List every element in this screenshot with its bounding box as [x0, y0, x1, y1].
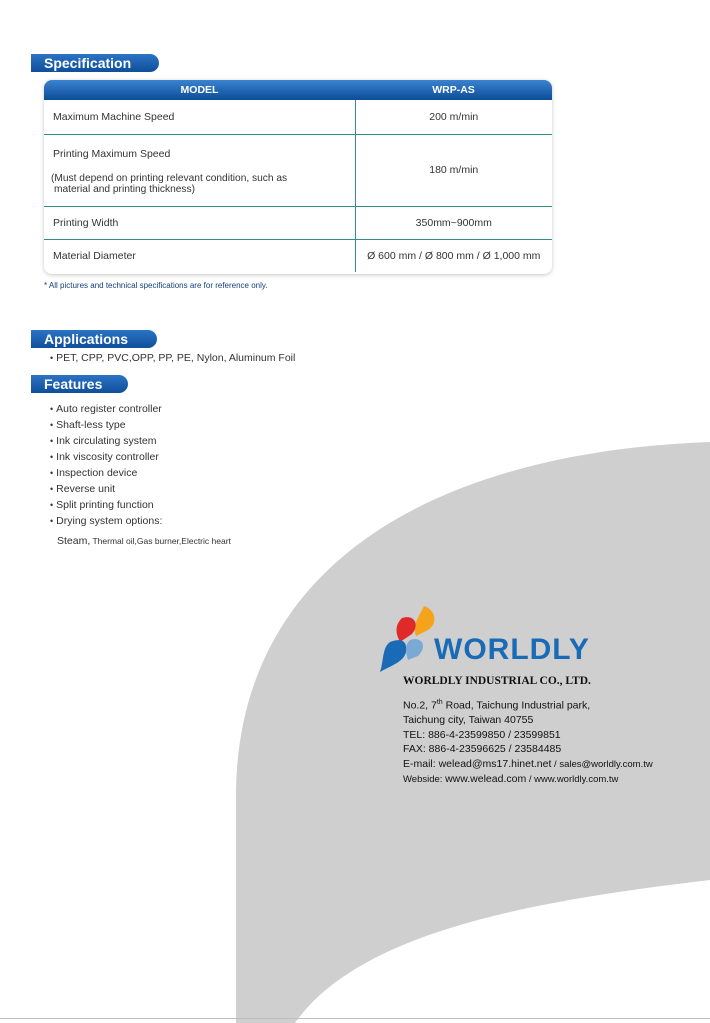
- model-value-header: WRP-AS: [355, 80, 552, 100]
- logo-blue-swirl: [380, 640, 406, 672]
- list-item: • Drying system options:: [50, 514, 162, 530]
- website-alt-link[interactable]: www.worldly.com.tw: [534, 774, 619, 785]
- list-item: • Reverse unit: [50, 482, 162, 498]
- row-note-line2: material and printing thickness): [54, 183, 195, 195]
- company-contact: [403, 696, 653, 788]
- row-value: Ø 600 mm / Ø 800 mm / Ø 1,000 mm: [355, 239, 552, 272]
- address-part: No.2, 7: [403, 699, 437, 712]
- applications-heading: Applications: [31, 330, 157, 348]
- address-line: [403, 696, 653, 713]
- row-value: 350mm~900mm: [355, 206, 552, 239]
- applications-list: [50, 352, 295, 364]
- city-line: Taichung city, Taiwan 40755: [403, 714, 534, 726]
- list-item: • Split printing function: [50, 498, 162, 514]
- row-value: 180 m/min: [355, 134, 552, 206]
- fax-line: FAX: 886-4-23596625 / 23584485: [403, 743, 562, 755]
- table-row: [44, 239, 552, 272]
- email-separator: /: [551, 758, 560, 770]
- row-label: Material Diameter: [44, 239, 355, 272]
- row-label: Maximum Machine Speed: [53, 110, 175, 123]
- features-list: [50, 402, 162, 530]
- address-part: Road, Taichung Industrial park,: [442, 699, 591, 712]
- logo-red-swirl: [397, 617, 416, 642]
- list-item: • Auto register controller: [50, 402, 162, 418]
- table-header-row: [44, 80, 552, 100]
- email-line: [403, 757, 653, 773]
- bullet-icon: •: [50, 353, 54, 363]
- row-label-text: Printing Maximum Speed: [53, 147, 171, 160]
- drying-option-rest: Thermal oil,Gas burner,Electric heart: [90, 536, 231, 546]
- list-item: • Ink viscosity controller: [50, 450, 162, 466]
- row-label: [44, 134, 355, 206]
- features-heading: Features: [31, 375, 128, 393]
- table-row: [44, 134, 552, 206]
- reference-footnote: * All pictures and technical specifications are for reference only.: [44, 281, 268, 290]
- logo-wordmark: WORLDLY: [434, 633, 590, 666]
- website-link[interactable]: www.welead.com: [445, 773, 527, 785]
- table-row: [44, 100, 552, 134]
- row-value: 200 m/min: [355, 100, 552, 134]
- website-label: Webside:: [403, 774, 446, 785]
- email-label: E-mail:: [403, 757, 439, 770]
- row-note-line1: (Must depend on printing relevant condition, such as: [51, 172, 288, 184]
- email-alt-link[interactable]: sales@worldly.com.tw: [559, 758, 653, 770]
- table-row: [44, 206, 552, 239]
- page-bottom-rule: [0, 1018, 710, 1019]
- applications-text: PET, CPP, PVC,OPP, PP, PE, Nylon, Aluminum Foil: [56, 352, 296, 364]
- drying-options: [57, 531, 231, 549]
- logo-orange-swirl: [415, 606, 435, 636]
- email-link[interactable]: welead@ms17.hinet.net: [438, 757, 552, 770]
- list-item: • Ink circulating system: [50, 434, 162, 450]
- row-label: Printing Width: [44, 206, 355, 239]
- address-superscript: th: [436, 699, 443, 706]
- specification-table: [44, 80, 552, 274]
- drying-option-main: Steam,: [57, 535, 91, 547]
- logo-grey-swirl: [406, 639, 423, 660]
- company-name: WORLDLY INDUSTRIAL CO., LTD.: [403, 675, 591, 687]
- website-line: [403, 772, 653, 788]
- website-separator: /: [526, 774, 535, 785]
- list-item: • Shaft-less type: [50, 418, 162, 434]
- specification-heading: Specification: [31, 54, 159, 72]
- model-column-header: MODEL: [44, 80, 355, 100]
- tel-line: TEL: 886-4-23599850 / 23599851: [403, 728, 561, 741]
- list-item: • Inspection device: [50, 466, 162, 482]
